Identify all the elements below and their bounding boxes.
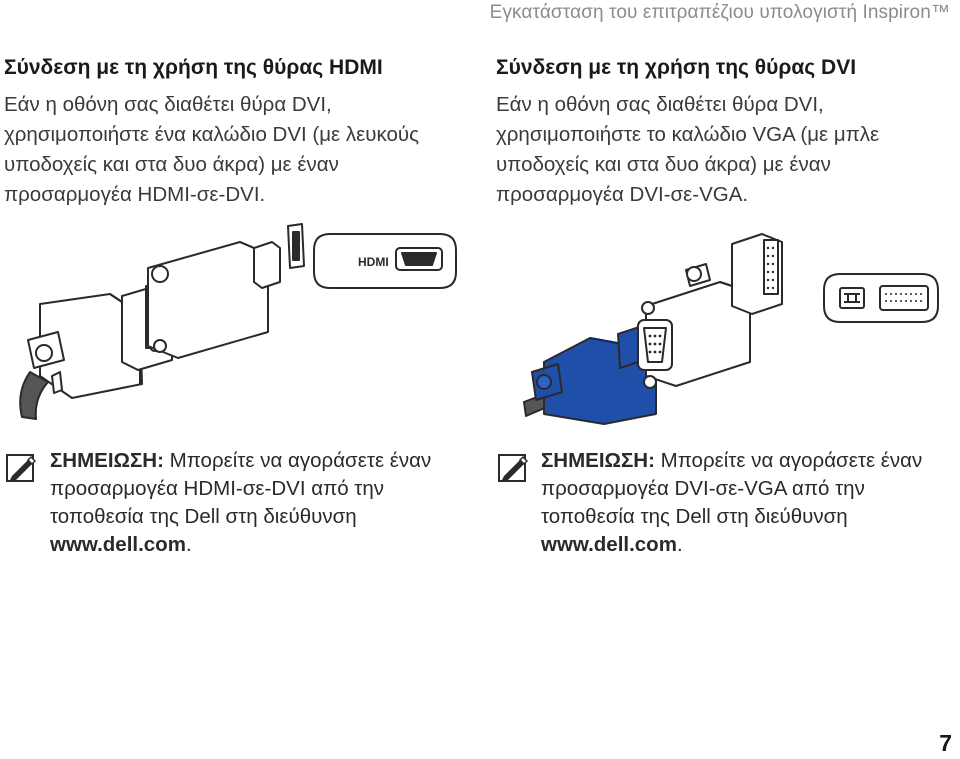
note-pencil-icon	[6, 452, 36, 482]
dvi-note	[541, 447, 951, 559]
note-label: ΣΗΜΕΙΩΣΗ:	[541, 449, 655, 472]
hdmi-section	[4, 56, 444, 210]
note-text: Μπορείτε να αγοράσετε έναν προσαρμογέα HDMI-σε-DVI από την τοποθεσία της Dell στη διεύθυνση	[50, 449, 432, 528]
note-text: Μπορείτε να αγοράσετε έναν προσαρμογέα DVI-σε-VGA από την τοποθεσία της Dell στη διεύθυνση	[541, 449, 923, 528]
note-pencil-icon	[498, 452, 528, 482]
dell-url-link[interactable]: www.dell.com	[541, 533, 677, 556]
running-header: Εγκατάσταση του επιτραπέζιου υπολογιστή Inspiron™	[489, 2, 950, 23]
dvi-section-body: Εάν η οθόνη σας διαθέτει θύρα DVI, χρησιμοποιήστε το καλώδιο VGA (με μπλε υποδοχείς και στα δυο άκρα) με έναν προσαρμογέα DVI-σε-VGA.	[496, 93, 880, 206]
note-label: ΣΗΜΕΙΩΣΗ:	[50, 449, 164, 472]
page-number: 7	[939, 730, 952, 756]
dvi-section-title: Σύνδεση με τη χρήση της θύρας DVI	[496, 56, 857, 79]
hdmi-dvi-adapter-illustration	[0, 222, 470, 430]
dvi-section	[496, 56, 956, 210]
hdmi-section-title: Σύνδεση με τη χρήση της θύρας HDMI	[4, 56, 383, 79]
hdmi-note	[50, 447, 470, 559]
dvi-vga-adapter-illustration	[480, 222, 960, 430]
note-end: .	[676, 533, 683, 556]
hdmi-port-label: HDMI	[358, 255, 389, 269]
dell-url-link[interactable]: www.dell.com	[50, 533, 186, 556]
hdmi-section-body: Εάν η οθόνη σας διαθέτει θύρα DVI, χρησιμοποιήστε ένα καλώδιο DVI (με λευκούς υποδοχείς και στα δυο άκρα) με έναν προσαρμογέα HDMI-σε-DVI.	[4, 93, 419, 206]
note-end: .	[185, 533, 192, 556]
